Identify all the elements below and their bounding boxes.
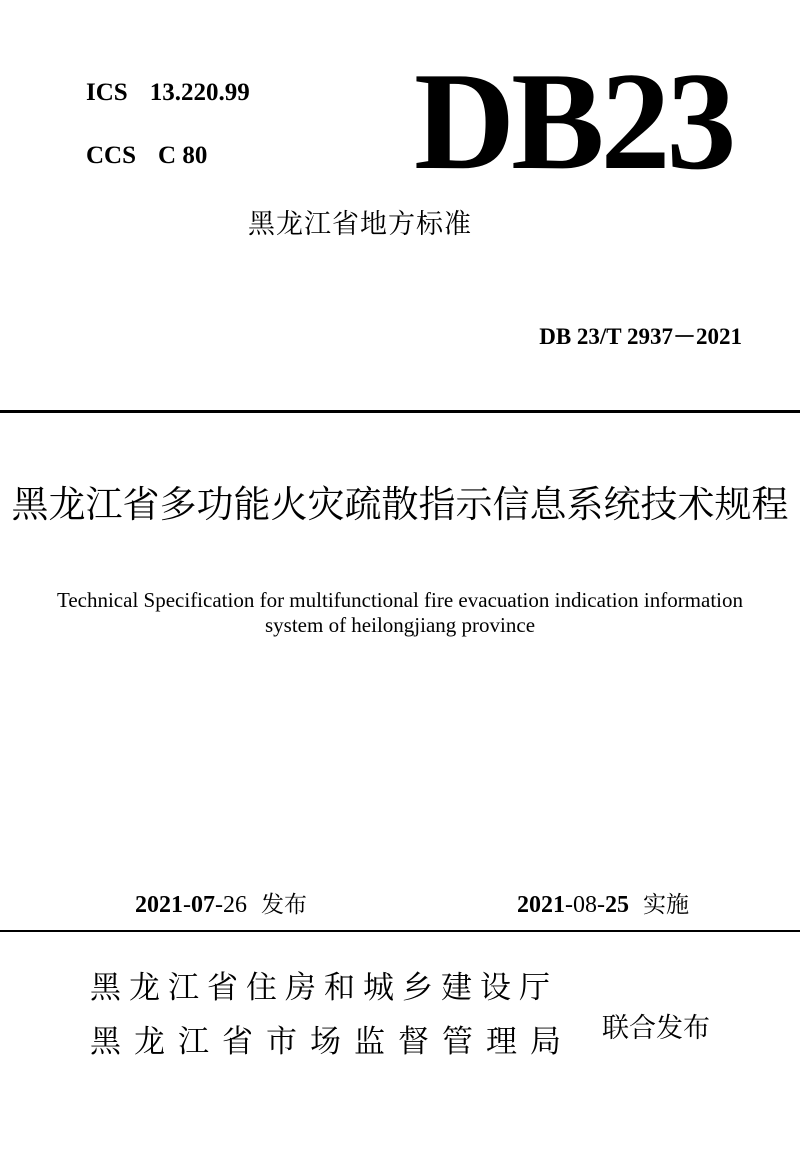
ccs-value: C 80 bbox=[158, 142, 208, 169]
ccs-label: CCS bbox=[86, 142, 137, 169]
impl-day: 25 bbox=[604, 892, 629, 918]
joint-publish-label: 联合发布 bbox=[602, 1013, 710, 1044]
ics-code bbox=[86, 79, 250, 107]
ics-value: 13.220.99 bbox=[149, 79, 250, 106]
document-title-english: Technical Specification for multifunctional fire evacuation indication information system of heilongjiang province bbox=[56, 588, 744, 637]
issue-day: -26 bbox=[215, 892, 247, 918]
implementation-date bbox=[517, 886, 689, 919]
standard-number: DB 23/T 2937－2021 bbox=[539, 324, 742, 349]
standard-type: 黑龙江省地方标准 bbox=[248, 209, 472, 240]
publisher-housing-dept: 黑龙江省住房和城乡建设厅 bbox=[90, 970, 558, 1006]
issue-label: 发布 bbox=[261, 892, 307, 918]
ics-label: ICS bbox=[86, 79, 128, 106]
document-title-chinese: 黑龙江省多功能火灾疏散指示信息系统技术规程 bbox=[11, 483, 789, 526]
impl-month: -08- bbox=[565, 892, 605, 918]
bottom-divider bbox=[0, 930, 800, 932]
impl-year: 2021 bbox=[517, 892, 565, 918]
top-divider bbox=[0, 410, 800, 413]
issue-month: 07 bbox=[191, 892, 215, 918]
issue-year: 2021 bbox=[135, 892, 183, 918]
issue-sep: - bbox=[183, 892, 191, 918]
issue-date bbox=[135, 886, 307, 919]
db23-logo: DB23 bbox=[414, 44, 733, 199]
ccs-code bbox=[86, 142, 207, 170]
publisher-market-bureau: 黑龙江省市场监督管理局 bbox=[90, 1024, 574, 1060]
impl-label: 实施 bbox=[642, 892, 689, 918]
